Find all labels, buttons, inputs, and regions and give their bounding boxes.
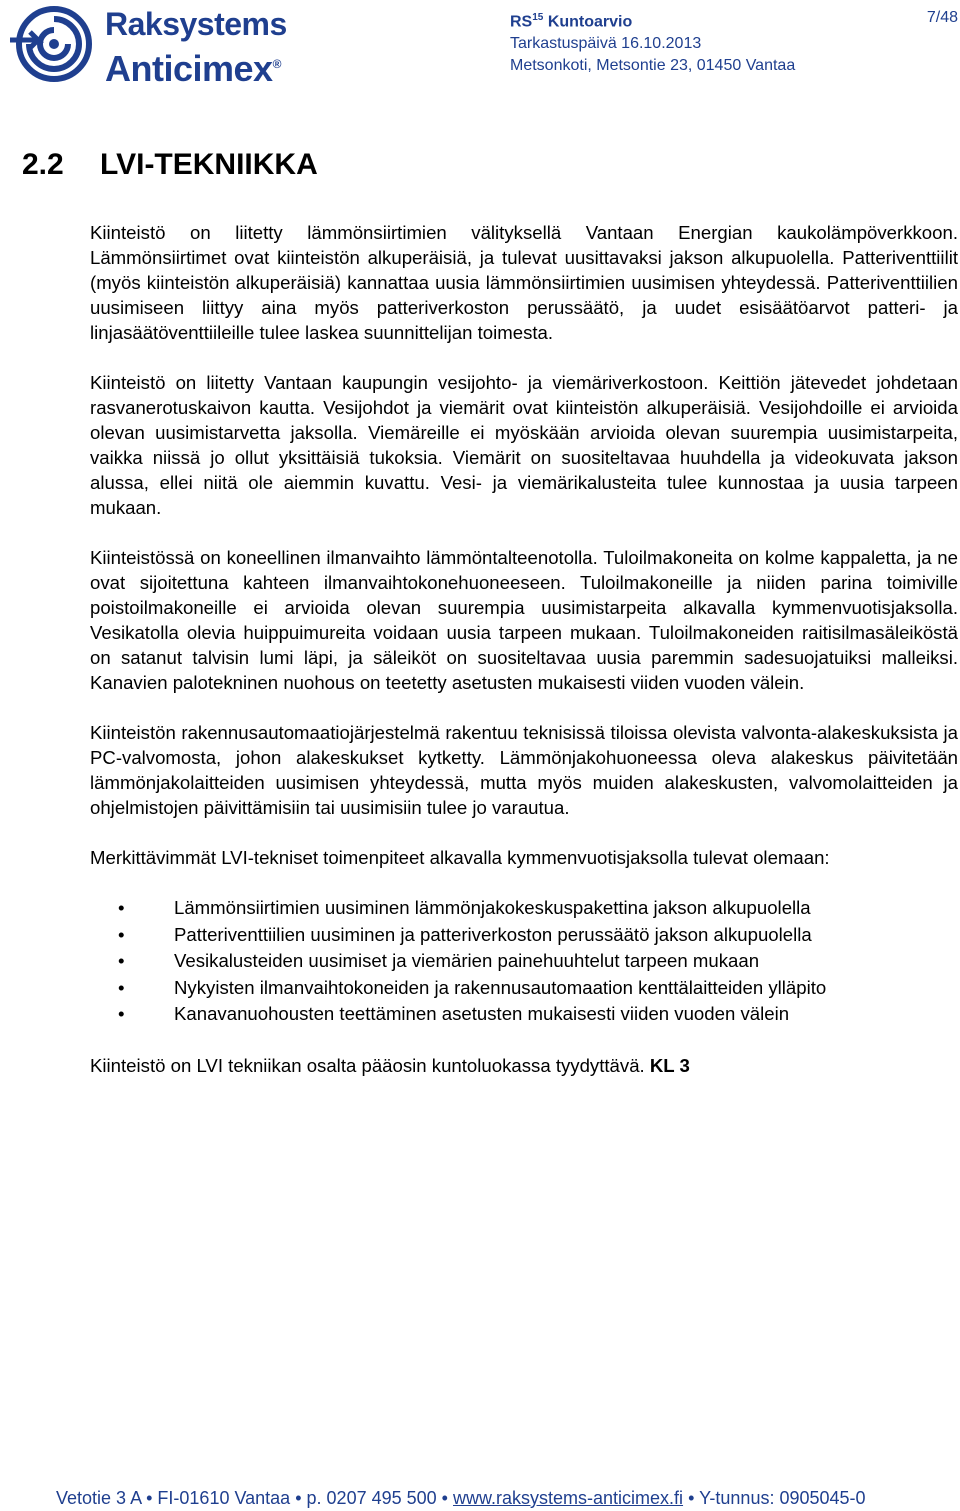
list-item <box>90 895 958 922</box>
list-item <box>90 948 958 975</box>
list-item-text: Nykyisten ilmanvaihtokoneiden ja rakennusautomaation kenttälaitteiden ylläpito <box>174 976 827 998</box>
report-header <box>510 7 958 77</box>
document-body <box>90 220 958 1103</box>
report-prefix: RS <box>510 13 533 31</box>
footer-separator: • <box>441 1488 448 1508</box>
bullet-icon: • <box>118 950 125 971</box>
logo-line-2 <box>105 44 287 89</box>
section-title: LVI-TEKNIIKKA <box>100 148 318 181</box>
list-item <box>90 1001 958 1028</box>
bullet-icon: • <box>118 976 125 998</box>
report-superscript: 15 <box>532 12 544 23</box>
bullet-icon: • <box>118 897 125 918</box>
website-link[interactable]: www.raksystems-anticimex.fi <box>453 1488 684 1508</box>
list-item <box>90 975 958 1002</box>
paragraph-measures-intro: Merkittävimmät LVI-tekniset toimenpiteet alkavalla kymmenvuotisjaksolla tulevat olemaan: <box>90 847 830 868</box>
conclusion-text: Kiinteistö on LVI tekniikan osalta pääosin kuntoluokassa tyydyttävä. <box>90 1054 645 1076</box>
report-title <box>510 7 958 33</box>
paragraph-automation: Kiinteistön rakennusautomaatiojärjestelmä rakentuu teknisissä tiloissa olevista valvonta-alakeskuksista ja PC-valvomosta, johon alakeskukset kytketty. Lämmönjakohuoneessa oleva alakeskus päivitetään lämmönjakolaitteiden uusimisen yhteydessä, mutta myös muiden alakeskusten, valvomolaitteiden ja ohjelmistojen päivittämisiin tai uusimisiin tulee jo varautua. <box>90 722 958 818</box>
page-footer <box>56 1486 936 1510</box>
footer-business-id: Y-tunnus: 0905045-0 <box>699 1488 866 1508</box>
list-item-text: Lämmönsiirtimien uusiminen lämmönjakokeskuspakettina jakson alkupuolella <box>174 897 811 918</box>
footer-phone: p. 0207 495 500 <box>306 1488 437 1508</box>
registered-mark: ® <box>272 57 281 71</box>
inspection-date: Tarkastuspäivä 16.10.2013 <box>510 35 702 53</box>
bullet-icon: • <box>118 923 125 945</box>
list-item-text: Kanavanuohousten teettäminen asetusten mukaisesti viiden vuoden välein <box>174 1003 790 1024</box>
page-number: 7/48 <box>926 9 958 26</box>
bullet-icon: • <box>118 1003 125 1024</box>
measures-list <box>90 895 958 1028</box>
list-item <box>90 922 958 949</box>
paragraph-heating: Kiinteistö on liitetty lämmönsiirtimien välityksellä Vantaan Energian kaukolämpöverkkoon. Lämmönsiirtimet ovat kiinteistön alkuperäisiä, ja tulevat uusittavaksi jakson alkupuolella. Patteriventtiilit (myös kiinteistön alkuperäisiä) kannattaa uusia lämmönsiirtimien uusimisen yhteydessä. Patteriventtiilien uusimiseen liittyy aina myös patteriverkoston perussäätö, ja uudet esisäätöarvot patteri- ja linjasäätöventtiileille tulee laskea suunnittelijan toimesta. <box>90 222 958 343</box>
list-item-text: Patteriventtiilien uusiminen ja patteriverkoston perussäätö jakson alkupuolella <box>174 923 812 945</box>
condition-rating: KL 3 <box>649 1054 690 1076</box>
section-heading <box>22 148 318 182</box>
section-number: 2.2 <box>22 148 64 181</box>
conclusion <box>90 1053 958 1078</box>
footer-separator: • <box>688 1488 695 1508</box>
raksystems-emblem-icon <box>8 4 100 84</box>
logo-wordmark <box>105 4 287 89</box>
logo-line-2-text: Anticimex <box>105 48 273 89</box>
logo-line-1: Raksystems <box>105 6 287 42</box>
paragraph-ventilation: Kiinteistössä on koneellinen ilmanvaihto lämmöntalteenotolla. Tuloilmakoneita on kolme kappaletta, ja ne ovat sijoitettuna kahteen ilmanvaihtokonehuoneeseen. Tuloilmakoneille ja niiden parina toimiville poistoilmakoneille ei arvioida olevan suurempia uusimistarpeita alkavalla kymmenvuotisjaksolla. Vesikatolla olevia huippuimureita voidaan uusia tarpeen mukaan. Tuloilmakoneiden raitisilmasäleiköstä on satanut talvisin lumi läpi, ja säleiköt on suositeltavaa uusia paremmin sadesuojatuiksi malleiksi. Kanavien palotekninen nuohous on teetetty asetusten mukaisesti viiden vuoden välein. <box>90 547 958 693</box>
list-item-text: Vesikalusteiden uusimiset ja viemärien painehuuhtelut tarpeen mukaan <box>174 950 760 971</box>
footer-separator: • <box>295 1488 302 1508</box>
footer-postal: FI-01610 Vantaa <box>157 1488 291 1508</box>
paragraph-water-sewer: Kiinteistö on liitetty Vantaan kaupungin vesijohto- ja viemäriverkostoon. Keittiön jätevedet johdetaan rasvanerotuskaivon kautta. Vesijohdot ja viemärit ovat kiinteistön alkuperäisiä. Vesijohdoille ei arvioida olevan uusimistarvetta jaksolla. Viemäreille ei myöskään arvioida olevan suurempia uusimistarpeita, vaikka niissä jo ollut yksittäisiä tukoksia. Viemärit on suositeltavaa huuhdella ja videokuvata jakson alussa, ellei niitä ole aiemmin kuvattu. Vesi- ja viemärikalusteita tulee kunnostaa ja uusia tarpeen mukaan. <box>90 372 958 518</box>
property-address: Metsonkoti, Metsontie 23, 01450 Vantaa <box>510 57 796 75</box>
footer-separator: • <box>146 1488 153 1508</box>
footer-address: Vetotie 3 A <box>56 1488 142 1508</box>
report-name: Kuntoarvio <box>547 13 633 31</box>
company-logo <box>8 4 313 89</box>
